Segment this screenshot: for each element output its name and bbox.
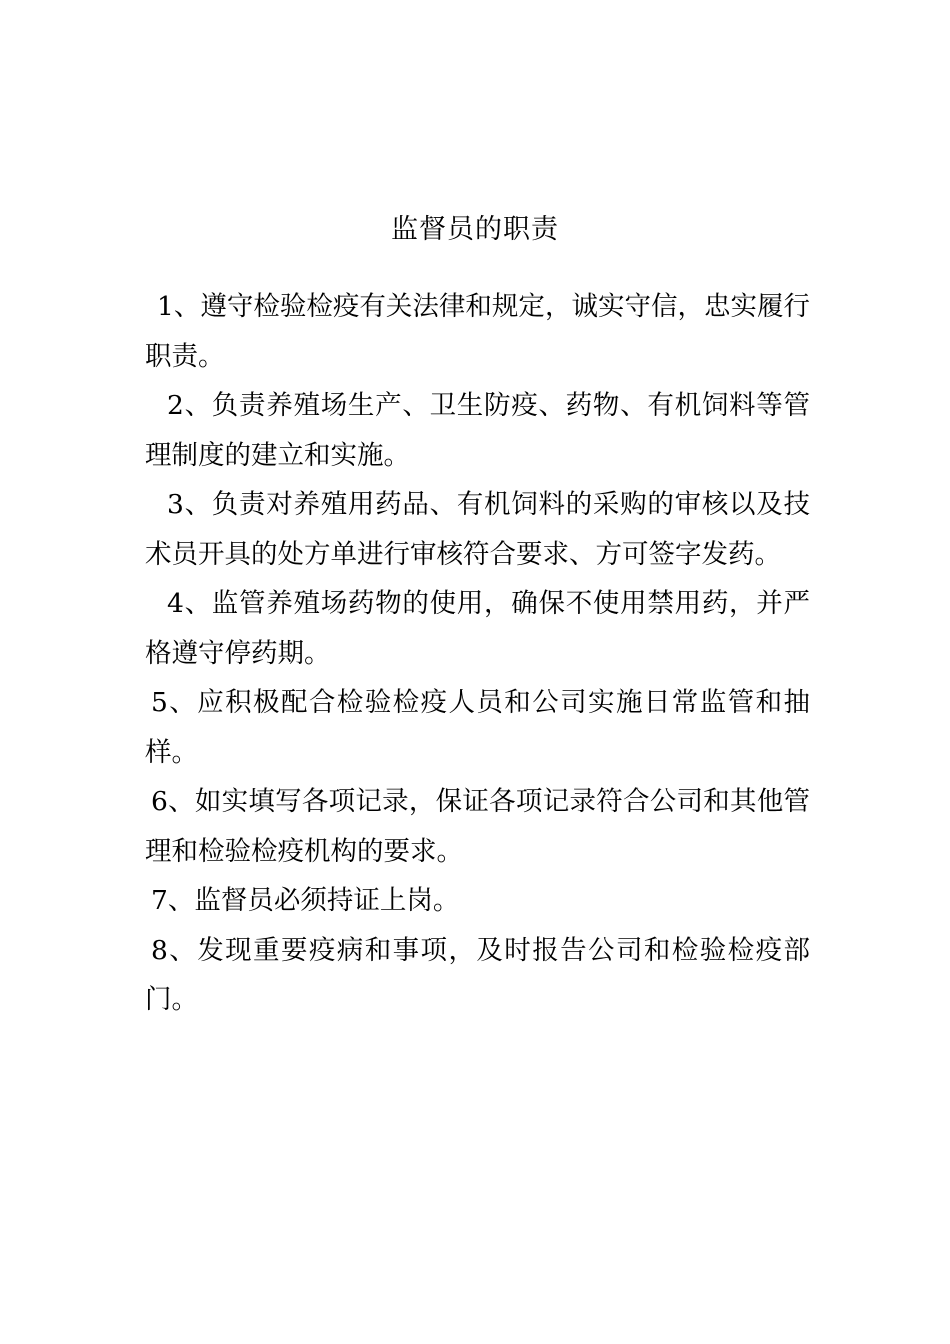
- duty-item-4: 4、监管养殖场药物的使用，确保不使用禁用药，并严格遵守停药期。: [145, 588, 810, 669]
- duty-item-6: 6、如实填写各项记录，保证各项记录符合公司和其他管理和检验检疫机构的要求。: [145, 786, 810, 867]
- duty-item-1: 1、遵守检验检疫有关法律和规定，诚实守信，忠实履行职责。: [145, 291, 810, 372]
- document-body: [145, 282, 810, 1025]
- duty-item-5: 5、应积极配合检验检疫人员和公司实施日常监管和抽样。: [145, 687, 810, 768]
- duty-item-8: 8、发现重要疫病和事项，及时报告公司和检验检疫部门。: [145, 934, 810, 1015]
- duty-item-7: 7、监督员必须持证上岗。: [151, 885, 460, 916]
- duty-item-3: 3、负责对养殖用药品、有机饲料的采购的审核以及技术员开具的处方单进行审核符合要求、方可签字发药。: [145, 489, 810, 570]
- document-title: 监督员的职责: [391, 214, 559, 245]
- duty-item-2: 2、负责养殖场生产、卫生防疫、药物、有机饲料等管理制度的建立和实施。: [145, 390, 810, 471]
